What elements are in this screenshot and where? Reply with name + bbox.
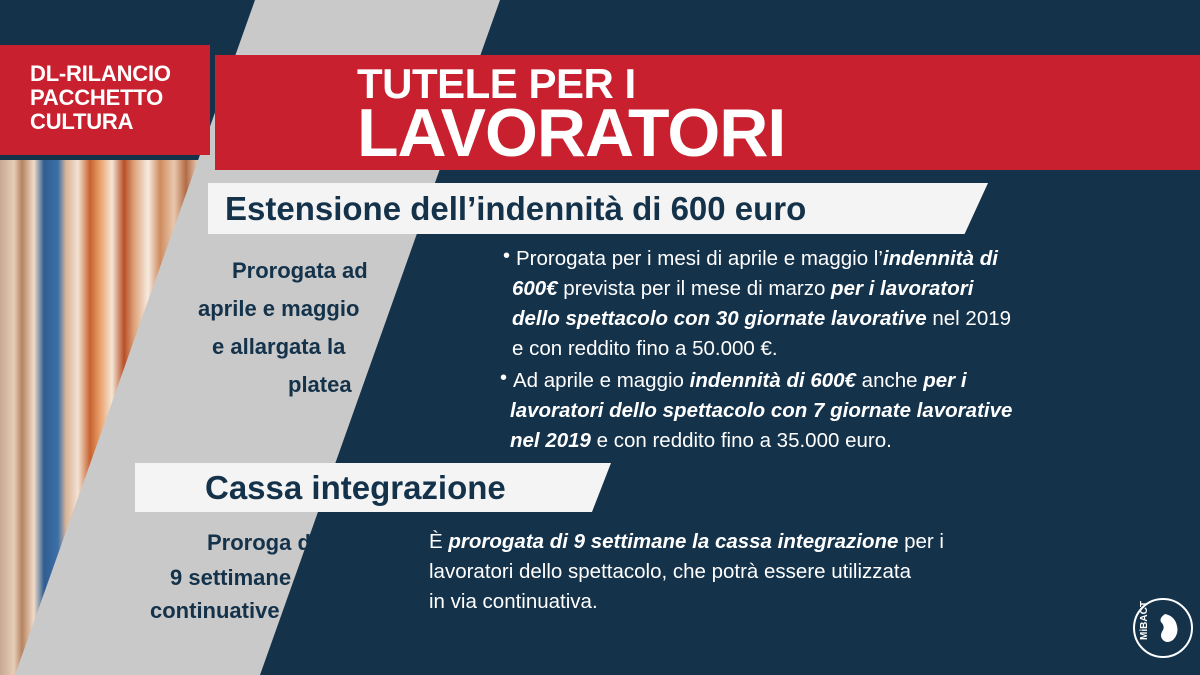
bullet-1-line-2 xyxy=(512,274,973,304)
bullet-2-line-3-emphasis: nel 2019 xyxy=(510,429,591,452)
bullet-1-line-4: e con reddito fino a 50.000 €. xyxy=(512,337,778,360)
page-title-line-1: TUTELE PER I xyxy=(357,60,636,107)
bullet-1-line-1-emphasis: indennità di xyxy=(882,247,998,270)
bullet-1-line-2-text: prevista per il mese di marzo xyxy=(557,277,832,300)
bullet-1-line-3-emphasis: dello spettacolo con 30 giornate lavorative xyxy=(512,307,927,330)
category-tag-line-3: CULTURA xyxy=(30,109,134,134)
category-tag-line-1: DL-RILANCIO xyxy=(30,61,171,86)
bullet-1-line-2-emphasis-b: per i lavoratori xyxy=(831,277,974,300)
section-1-summary-line-1: Prorogata ad xyxy=(232,258,368,283)
bullet-2-marker: • xyxy=(500,367,508,389)
section-1-header: Estensione dell’indennità di 600 euro xyxy=(225,190,807,227)
section-2-detail-line-1-emphasis: prorogata di 9 settimane la cassa integrazione xyxy=(448,530,899,553)
bullet-2-line-2-emphasis: lavoratori dello spettacolo con 7 giornate lavorative xyxy=(510,399,1013,422)
bullet-2-line-1-text-a: Ad aprile e maggio xyxy=(513,369,690,392)
bullet-1-line-2-emphasis-a: 600€ xyxy=(512,277,558,300)
bullet-2-line-1 xyxy=(513,366,967,396)
section-2-summary-line-3: continuative xyxy=(150,598,280,623)
bullet-1-line-1-text: Prorogata per i mesi di aprile e maggio l’ xyxy=(516,247,883,270)
bullet-2-line-1-emphasis-b: per i xyxy=(923,369,967,392)
bullet-1-line-3-text: nel 2019 xyxy=(926,307,1012,330)
bullet-2-line-1-emphasis-a: indennità di 600€ xyxy=(689,369,856,392)
bullet-1-line-3 xyxy=(512,304,1011,334)
bullet-2-line-3-text: e con reddito fino a 35.000 euro. xyxy=(590,429,892,452)
section-2-detail-line-2: lavoratori dello spettacolo, che potrà essere utilizzata xyxy=(429,560,912,583)
section-2-detail-line-3: in via continuativa. xyxy=(429,590,598,613)
section-2-summary-line-1: Proroga di xyxy=(207,530,318,555)
section-1-summary-line-4: platea xyxy=(288,372,352,397)
bullet-2-line-1-text-b: anche xyxy=(855,369,924,392)
section-2-detail-line-1-text-b: per i xyxy=(898,530,944,553)
bullet-2-line-2 xyxy=(510,396,1012,426)
bullet-1-marker: • xyxy=(503,245,511,267)
section-1-summary-line-3: e allargata la xyxy=(212,334,346,359)
category-tag-line-2: PACCHETTO xyxy=(30,85,164,110)
section-2-summary-line-2: 9 settimane xyxy=(170,565,292,590)
section-2-detail-line-1-text-a: È xyxy=(429,530,449,553)
bullet-1-line-1 xyxy=(516,244,998,274)
section-2-detail-line-1 xyxy=(429,527,944,557)
section-2-header: Cassa integrazione xyxy=(205,469,506,506)
section-1-summary-line-2: aprile e maggio xyxy=(198,296,360,321)
mibact-logo-text: MiBACT xyxy=(1138,601,1150,640)
page-title-line-2: LAVORATORI xyxy=(357,95,786,171)
bullet-2-line-3 xyxy=(510,426,892,456)
